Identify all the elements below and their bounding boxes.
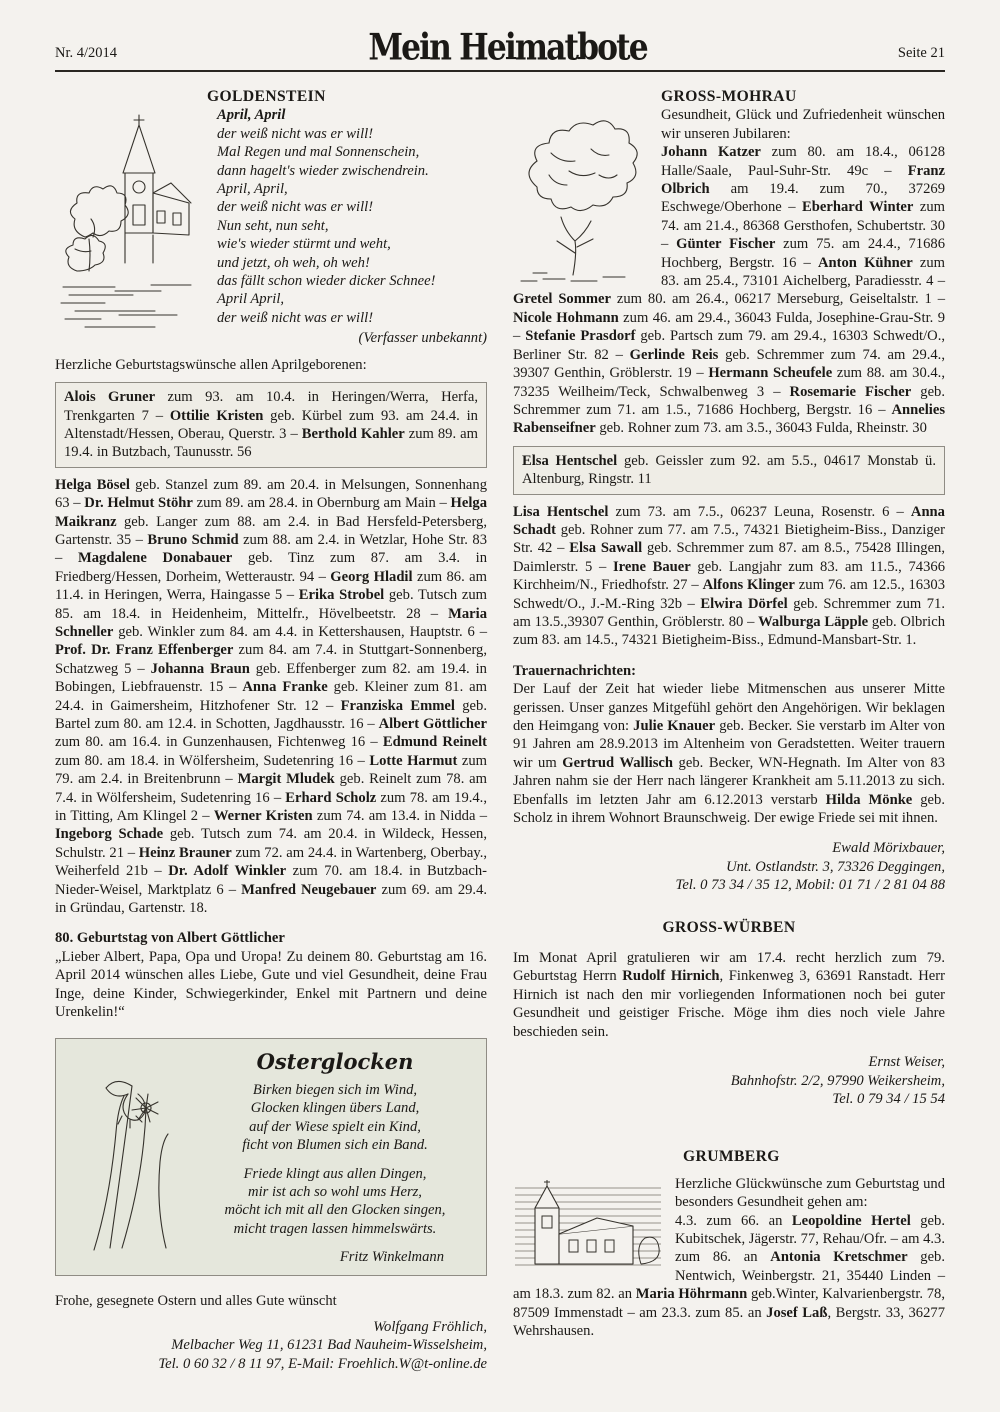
osterglocken-stanza-2: Friede klingt aus allen Dingen, mir ist ach so wohl ums Herz, möcht ich mit all den Glocken singen, micht tragen lassen himmelswärts. — [224, 1165, 446, 1237]
birthday-list-paragraph: Helga Bösel geb. Stanzel zum 89. am 20.4. in Melsungen, Sonnenhang 63 – Dr. Helmut Stöhr zum 89. am 28.4. in Obernburg am Main – Helga Maikranz geb. Langer zum 88. am 2.4. in Bad Hersfeld-Petersberg, Gartenstr. 35 – Bruno Schmid zum 88. am 2.4. in Wetzlar, Hohe Str. 83 – Magdalene Donabauer geb. Tinz zum 87. am 3.4. in Friedberg/Hessen, Dorheim, Wetteraustr. 94 – Georg Hladil zum 86. am 11.4. in Heringen, Werra, Haingasse 5 – Erika Strobel geb. Tutsch zum 85. am 18.4. in Heidenheim, Mittelfr., Hövelbeetstr. 28 – Maria Schneller geb. Winkler zum 84. am 4.4. in Kettershausen, Hauptstr. 6 – Prof. Dr. Franz Effenberger zum 84. am 7.4. in Stuttgart-Sonnenberg, Schatzweg 5 – Johanna Braun geb. Effenberger zum 82. am 19.4. in Bobingen, Liebfrauenstr. 15 – Anna Franke geb. Kleiner zum 81. am 24.4. in Gaimersheim, Hitzhofener Str. 12 – Franziska Emmel geb. Bartel zum 80. am 12.4. in Schotten, Jagdhausstr. 16 – Albert Göttlicher zum 80. am 16.4. in Gunzenhausen, Fichtenweg 16 – Edmund Reinelt zum 80. am 18.4. in Wölfersheim, Sudetenring 16 – Lotte Harmut zum 79. am 2.4. in Breitenbrunn – Margit Mludek geb. Reinelt zum 78. am 7.4. in Wölfersheim, Sudetenring 16 – Erhard Scholz zum 78. am 19.4., in Titting, Am Klingel 2 – Werner Kristen zum 74. am 13.4. in Nidda – Ingeborg Schade geb. Tutsch zum 74. am 20.4. in Wildeck, Hessen, Schulstr. 21 – Heinz Brauner zum 72. am 24.4. in Wartenberg, Oberbay., Weiherfeld 21b – Dr. Adolf Winkler zum 70. am 18.4. in Butzbach-Nieder-Weisel, Marktplatz 6 – Manfred Neugebauer zum 69. am 29.4. in Gründau, Gartenstr. 18. — [55, 476, 488, 917]
left-column — [55, 88, 487, 1385]
froehlich-signature: Wolfgang Fröhlich, Melbacher Weg 11, 61231 Bad Nauheim-Wisselsheim, Tel. 0 60 32 / 8 11 97, E-Mail: Froehlich.W@t-online.de — [158, 1318, 487, 1372]
section-heading-gross-mohrau: GROSS-MOHRAU — [661, 88, 797, 105]
poem-author: (Verfasser unbekannt) — [358, 330, 487, 347]
goldenstein-poem-block — [55, 106, 487, 347]
church-sketch — [55, 109, 205, 337]
birthday-highlight-box: Alois Gruner zum 93. am 10.4. in Heringen/Werra, Herfa, Trenkgarten 7 – Ottilie Kristen geb. Kürbel zum 93. am 24.4. in Altenstadt/Hessen, Oberau, Querstr. 3 – Berthold Kahler zum 89. am 19.4. in Butzbach, Taunusstr. 56 — [55, 382, 487, 468]
grumberg-paragraph: 4.3. zum 66. an Leopoldine Hertel geb. Kubitschek, Jägerstr. 77, Rehau/Ofr. – am 4.3. zum 86. an Antonia Kretschmer geb. Nentwich, Weinbergstr. 21, 35440 Linden – am 18.3. zum 82. an Maria Höhrmann geb.Winter, Kalvarienbergstr. 78, 87509 Immenstadt – am 23.3. zum 85. an Josef Laß, Bergstr. 33, 36277 Wehrshausen. — [513, 1212, 945, 1339]
gross-mohrau-intro: Gesundheit, Glück und Zufriedenheit wünschen wir unseren Jubilaren: — [661, 107, 945, 142]
grumberg-intro: Herzliche Glückwünsche zum Geburtstag und besonders Gesundheit gehen am: — [675, 1175, 945, 1211]
goettlicher-heading: 80. Geburtstag von Albert Göttlicher — [55, 930, 285, 947]
weiser-signature: Ernst Weiser, Bahnhofstr. 2/2, 97990 Weikersheim, Tel. 0 79 34 / 15 54 — [730, 1054, 945, 1107]
moerixbauer-signature: Ewald Mörixbauer, Unt. Ostlandstr. 3, 73326 Deggingen, Tel. 0 73 34 / 35 12, Mobil: 01 71 / 2 81 04 88 — [675, 840, 945, 894]
village-church-sketch — [513, 1178, 663, 1278]
right-column — [513, 88, 945, 1385]
section-heading-goldenstein: GOLDENSTEIN — [207, 88, 326, 105]
easter-greeting-line: Frohe, gesegnete Ostern und alles Gute wünscht — [55, 1292, 337, 1309]
osterglocken-author: Fritz Winkelmann — [339, 1249, 444, 1266]
masthead-title: Mein Heimatbote — [368, 25, 647, 69]
tree-sketch — [513, 109, 649, 285]
osterglocken-stanza-1: Birken biegen sich im Wind, Glocken klingen übers Land, auf der Wiese spielt ein Kind, ficht von Blumen sich ein Band. — [242, 1081, 428, 1154]
osterglocken-box — [55, 1038, 487, 1276]
issue-number: Nr. 4/2014 — [55, 44, 118, 61]
gross-mohrau-may-paragraph: Lisa Hentschel zum 73. am 7.5., 06237 Leuna, Rosenstr. 6 – Anna Schadt geb. Rohner zum 77. am 7.5., 74321 Bietigheim-Biss., Danziger Str. 42 – Elsa Sawall geb. Schremmer zum 87. am 8.5., 75428 Illingen, Daimlerstr. 5 – Irene Bauer geb. Langjahr zum 83. am 11.5., 74366 Kirchheim/N., Friedhofstr. 27 – Alfons Klinger zum 76. am 12.5., 16303 Schwedt/O., J.-M.-Ring 32b – Elwira Dörfel geb. Schremmer zum 71. am 13.5.,39307 Genthin, Gröblerstr. 80 – Walburga Läpple geb. Olbrich zum 83. am 14.5., 74321 Bietigheim-Biss., Edmund-Mansbart-Str. 1. — [513, 503, 945, 649]
goettlicher-paragraph: „Lieber Albert, Papa, Opa und Uropa! Zu deinem 80. Geburtstag am 16. April 2014 wünschen alles Liebe, Gute und viel Gesundheit, deine Frau Inge, deine Kinder, Schwiegerkinder, Enkel mit Partnern und deine Urenkelin!“ — [55, 948, 487, 1021]
gross-mohrau-jubilare-paragraph: Johann Katzer zum 80. am 18.4., 06128 Halle/Saale, Paul-Suhr-Str. 49c – Franz Olbrich am 19.4. zum 70., 37269 Eschwege/Oberhone – Eberhard Winter zum 74. am 21.4., 86368 Gersthofen, Schubertstr. 30 – Günter Fischer zum 75. am 24.4., 71686 Hochberg, Bergstr. 16 – Anton Kühner zum 83. am 25.4., 73101 Aichelberg, Paradiesstr. 4 – Gretel Sommer zum 80. am 26.4., 06217 Merseburg, Geiseltalstr. 1 – Nicole Hohmann zum 46. am 29.4., 36043 Fulda, Josephine-Grau-Str. 9 – Stefanie Prasdorf geb. Partsch zum 79. am 29.4., 16303 Schwedt/O., Berliner Str. 82 – Gerlinde Reis geb. Schremmer zum 74. am 29.4., 39307 Genthin, Gröblerstr. 19 – Hermann Scheufele zum 88. am 30.4., 73235 Weilheim/Teck, Schwalbenweg 3 – Rosemarie Fischer geb. Schremmer zum 71. am 1.5., 71686 Hochberg, Bergstr. 16 – Annelies Rabenseifner geb. Rohner zum 73. am 3.5., 36043 Fulda, Rheinstr. 30 — [513, 144, 946, 437]
trauernachrichten-heading: Trauernachrichten: — [513, 662, 636, 679]
page-header — [55, 25, 945, 72]
section-heading-gross-wuerben: GROSS-WÜRBEN — [662, 918, 796, 936]
poem-lines: der weiß nicht was er will! Mal Regen und mal Sonnenschein, dann hagelt's wieder zwischendrein. April, April, der weiß nicht was er will! Nun seht, nun seht, wie's wieder stürmt und weht, und jetzt, oh weh, oh weh! das fällt schon wieder dicker Schnee! April April, der weiß nicht was er will! — [217, 125, 436, 326]
hentschel-highlight-box: Elsa Hentschel geb. Geissler zum 92. am 5.5., 04617 Monstab ü. Altenburg, Ringstr. 11 — [513, 446, 945, 495]
gross-mohrau-block — [513, 106, 945, 437]
daffodil-sketch — [72, 1052, 188, 1254]
poem-title: April, April — [217, 107, 286, 124]
grumberg-block — [513, 1175, 945, 1341]
osterglocken-title: Osterglocken — [256, 1048, 414, 1074]
april-intro: Herzliche Geburtstagswünsche allen Aprilgeborenen: — [55, 356, 367, 373]
page-number: Seite 21 — [897, 44, 945, 61]
gross-wuerben-paragraph: Im Monat April gratulieren wir am 17.4. recht herzlich zum 79. Geburtstag Herrn Rudolf Hirnich, Finkenweg 3, 63691 Ranstadt. Herr Hirnich ist nach den mir vorliegenden Informationen noch bei guter Gesundheit und geistiger Frische. Möge ihm dies noch viele Jahre beschieden sein. — [513, 950, 945, 1040]
content-columns — [55, 88, 945, 1385]
section-heading-grumberg: GRUMBERG — [683, 1148, 780, 1166]
trauernachrichten-paragraph: Der Lauf der Zeit hat wieder liebe Mitmenschen aus unserer Mitte gerissen. Unser ganzes Mitgefühl gehört den Angehörigen. Wir beklagen den Heimgang von: Julie Knauer geb. Becker. Sie verstarb im Alter von 91 Jahren am 28.9.2013 im Altenheim von Geradstetten. Weiter trauern wir um Gertrud Wallisch geb. Becker, WN-Hegnath. Im Alter von 83 Jahren nahm sie der Herr nach längerer Krankheit am 5.11.2013 zu sich. Ebenfalls im letzten Jahr am 6.12.2013 verstarb Hilda Mönke geb. Scholz in ihrem Wohnort Braunschweig. Der ewige Friede sei mit ihnen. — [513, 681, 945, 827]
